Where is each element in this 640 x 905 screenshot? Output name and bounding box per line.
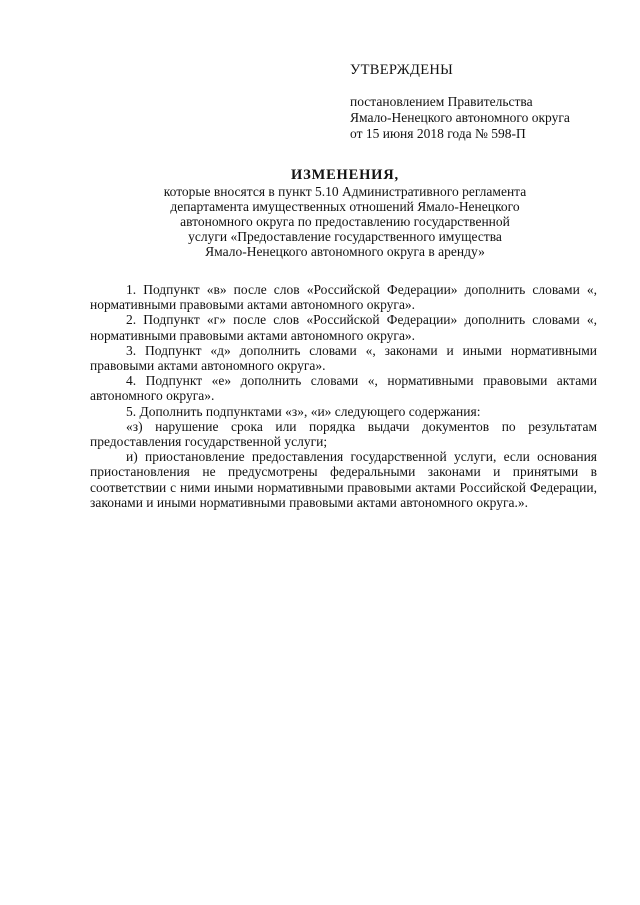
paragraph-subitem-i: и) приостановление предоставления государственной услуги, если основания приостановления не предусмотрены федеральными законами и принятыми в соответствии с ними иными нормативными правовыми актами Российской Федерации, законами и иными нормативными правовыми актами автономного округа.».: [90, 449, 597, 510]
paragraph-item-4: 4. Подпункт «е» дополнить словами «, нормативными правовыми актами автономного округа».: [90, 373, 597, 404]
paragraph-item-2: 2. Подпункт «г» после слов «Российской Федерации» дополнить словами «, нормативными правовыми актами автономного округа».: [90, 312, 597, 343]
approval-heading: УТВЕРЖДЕНЫ: [350, 62, 454, 78]
document-title: ИЗМЕНЕНИЯ,: [291, 167, 399, 183]
document-title-block: [80, 168, 610, 259]
approval-stamp: [350, 62, 610, 142]
document-body: [90, 282, 597, 510]
paragraph-item-3: 3. Подпункт «д» дополнить словами «, законами и иными нормативными правовыми актами автономного округа».: [90, 342, 597, 374]
paragraph-item-5: 5. Дополнить подпунктами «з», «и» следующего содержания:: [126, 403, 481, 419]
paragraph-subitem-z: «з) нарушение срока или порядка выдачи документов по результатам предоставления государственной услуги;: [90, 418, 597, 450]
title-line: департамента имущественных отношений Ямало-Ненецкого: [170, 199, 520, 214]
title-line: услуги «Предоставление государственного имущества: [188, 229, 502, 244]
title-line: автономного округа по предоставлению государственной: [180, 214, 510, 229]
approval-line: Ямало-Ненецкого автономного округа: [350, 110, 570, 125]
title-line: Ямало-Ненецкого автономного округа в аренду»: [205, 244, 485, 259]
paragraph-item-1: 1. Подпункт «в» после слов «Российской Федерации» дополнить словами «, нормативными правовыми актами автономного округа».: [90, 282, 597, 313]
approval-line: постановлением Правительства: [350, 94, 533, 109]
title-line: которые вносятся в пункт 5.10 Административного регламента: [163, 184, 527, 199]
approval-line: от 15 июня 2018 года № 598-П: [350, 126, 526, 141]
